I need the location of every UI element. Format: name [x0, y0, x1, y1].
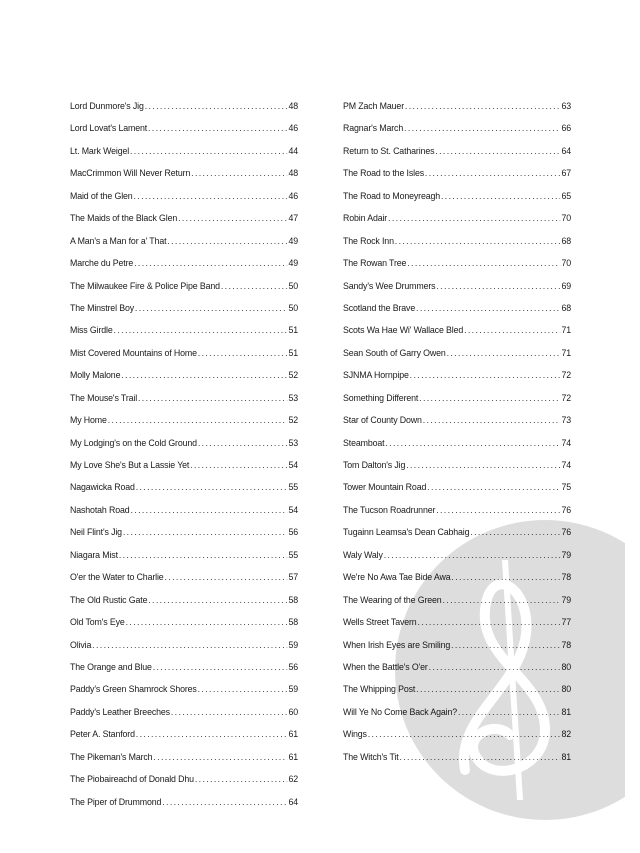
- entry-page-number: 80: [561, 684, 572, 696]
- dot-leader: [130, 500, 287, 522]
- index-entry-lord-lovat-s-lament: [70, 118, 298, 140]
- entry-title: O'er the Water to Charlie: [70, 572, 164, 584]
- entry-title: A Man's a Man for a' That: [70, 235, 167, 247]
- entry-page-number: 68: [561, 302, 572, 314]
- entry-page-number: 62: [288, 774, 299, 786]
- entry-page-number: 52: [288, 415, 299, 427]
- entry-title: Wells Street Tavern: [343, 617, 417, 629]
- index-entry-waly-waly: [343, 545, 571, 567]
- dot-leader: [135, 298, 288, 320]
- entry-page-number: 65: [561, 190, 572, 202]
- index-entry-the-maids-of-the-black-glen: [70, 208, 298, 230]
- entry-title: The Road to the Isles: [343, 168, 425, 180]
- dot-leader: [148, 118, 288, 140]
- dot-leader: [119, 545, 288, 567]
- entry-title: When Irish Eyes are Smiling: [343, 639, 451, 651]
- entry-title: The Rowan Tree: [343, 258, 407, 270]
- entry-page-number: 50: [288, 302, 299, 314]
- index-entry-paddy-s-green-shamrock-shores: [70, 679, 298, 701]
- dot-leader: [221, 276, 288, 298]
- entry-page-number: 64: [288, 796, 299, 808]
- entry-page-number: 82: [561, 729, 572, 741]
- entry-title: The Minstrel Boy: [70, 302, 135, 314]
- entry-page-number: 75: [561, 482, 572, 494]
- entry-page-number: 61: [288, 729, 299, 741]
- index-entry-the-rock-inn: [343, 231, 571, 253]
- dot-leader: [145, 96, 288, 118]
- index-entry-a-man-s-a-man-for-a-that: [70, 231, 298, 253]
- dot-leader: [134, 253, 287, 275]
- dot-leader: [451, 635, 560, 657]
- index-entry-return-to-st-catharines: [343, 141, 571, 163]
- entry-title: When the Battle's O'er: [343, 661, 428, 673]
- index-entry-when-the-battle-s-o-er: [343, 657, 571, 679]
- entry-page-number: 53: [288, 437, 299, 449]
- index-entry-maccrimmon-will-never-return: [70, 163, 298, 185]
- index-entry-olivia: [70, 635, 298, 657]
- dot-leader: [407, 253, 560, 275]
- entry-page-number: 54: [288, 504, 299, 516]
- entry-title: Star of County Down: [343, 415, 422, 427]
- entry-title: The Piper of Drummond: [70, 796, 162, 808]
- entry-title: The Orange and Blue: [70, 661, 152, 673]
- index-entry-wells-street-tavern: [343, 612, 571, 634]
- entry-title: Waly Waly: [343, 549, 383, 561]
- entry-title: We're No Awa Tae Bide Awa: [343, 572, 451, 584]
- entry-page-number: 63: [561, 101, 572, 112]
- dot-leader: [368, 724, 561, 746]
- index-entry-robin-adair: [343, 208, 571, 230]
- entry-title: Lord Dunmore's Jig: [70, 101, 144, 112]
- entry-page-number: 72: [561, 392, 572, 404]
- dot-leader: [190, 455, 287, 477]
- dot-leader: [436, 276, 560, 298]
- entry-title: My Love She's But a Lassie Yet: [70, 460, 190, 471]
- dot-leader: [427, 477, 560, 499]
- entry-title: My Home: [70, 415, 107, 427]
- index-entry-the-piper-of-drummond: [70, 792, 298, 814]
- entry-title: Paddy's Leather Breeches: [70, 706, 170, 718]
- index-entry-my-love-she-s-but-a-lassie-yet: [70, 455, 298, 477]
- index-entry-the-piobaireachd-of-donald-dhu: [70, 769, 298, 791]
- entry-title: Olivia: [70, 639, 92, 651]
- dot-leader: [458, 702, 561, 724]
- entry-page-number: 77: [561, 617, 572, 629]
- index-entry-the-rowan-tree: [343, 253, 571, 275]
- entry-title: Lord Lovat's Lament: [70, 123, 148, 135]
- index-entry-my-lodging-s-on-the-cold-ground: [70, 433, 298, 455]
- entry-title: The Witch's Tit: [343, 751, 399, 763]
- entry-title: Steamboat: [343, 437, 385, 449]
- entry-page-number: 46: [288, 123, 299, 135]
- entry-title: Niagara Mist: [70, 549, 118, 561]
- entry-title: Something Different: [343, 392, 419, 404]
- index-entry-the-orange-and-blue: [70, 657, 298, 679]
- entry-page-number: 74: [561, 460, 572, 471]
- index-entry-neil-flint-s-jig: [70, 522, 298, 544]
- dot-leader: [441, 186, 561, 208]
- dot-leader: [153, 747, 287, 769]
- dot-leader: [191, 163, 287, 185]
- entry-page-number: 74: [561, 437, 572, 449]
- index-column-left: [70, 96, 298, 814]
- entry-title: Mist Covered Mountains of Home: [70, 347, 197, 359]
- dot-leader: [447, 343, 561, 365]
- dot-leader: [162, 792, 287, 814]
- index-entry-the-wearing-of-the-green: [343, 590, 571, 612]
- dot-leader: [435, 141, 560, 163]
- entry-title: Robin Adair: [343, 213, 388, 225]
- index-entry-the-tucson-roadrunner: [343, 500, 571, 522]
- index-entry-scots-wa-hae-wi-wallace-bled: [343, 320, 571, 342]
- dot-leader: [178, 208, 287, 230]
- entry-page-number: 52: [288, 370, 299, 382]
- index-entry-the-pikeman-s-march: [70, 747, 298, 769]
- index-entry-marche-du-petre: [70, 253, 298, 275]
- index-entry-peter-a-stanford: [70, 724, 298, 746]
- dot-leader: [126, 612, 288, 634]
- entry-title: Molly Malone: [70, 370, 121, 382]
- entry-title: Lt. Mark Weigel: [70, 145, 130, 157]
- index-entry-nagawicka-road: [70, 477, 298, 499]
- entry-page-number: 49: [288, 258, 299, 270]
- entry-page-number: 46: [288, 190, 299, 202]
- index-entry-nashotah-road: [70, 500, 298, 522]
- entry-title: The Old Rustic Gate: [70, 594, 148, 606]
- entry-page-number: 68: [561, 235, 572, 247]
- index-entry-the-minstrel-boy: [70, 298, 298, 320]
- index-entry-scotland-the-brave: [343, 298, 571, 320]
- index-entry-something-different: [343, 388, 571, 410]
- entry-title: Nagawicka Road: [70, 482, 135, 494]
- entry-page-number: 56: [288, 527, 299, 539]
- entry-page-number: 48: [288, 101, 299, 112]
- entry-page-number: 44: [288, 145, 299, 157]
- entry-title: The Pikeman's March: [70, 751, 153, 763]
- entry-page-number: 79: [561, 594, 572, 606]
- dot-leader: [114, 320, 288, 342]
- entry-title: Neil Flint's Jig: [70, 527, 122, 539]
- index-entry-sandy-s-wee-drummers: [343, 276, 571, 298]
- dot-leader: [436, 500, 560, 522]
- dot-leader: [406, 455, 560, 477]
- entry-title: My Lodging's on the Cold Ground: [70, 437, 197, 449]
- dot-leader: [167, 231, 287, 253]
- entry-page-number: 78: [561, 572, 572, 584]
- entry-title: Maid of the Glen: [70, 190, 133, 202]
- entry-title: Tugainn Leamsa's Dean Cabhaig: [343, 527, 470, 539]
- dot-leader: [443, 590, 561, 612]
- index-entry-molly-malone: [70, 365, 298, 387]
- dot-leader: [388, 208, 561, 230]
- dot-leader: [108, 410, 288, 432]
- index-column-right: [343, 96, 571, 769]
- entry-page-number: 58: [288, 617, 299, 629]
- entry-page-number: 69: [561, 280, 572, 292]
- entry-title: The Tucson Roadrunner: [343, 504, 436, 516]
- index-entry-the-witch-s-tit: [343, 747, 571, 769]
- entry-page-number: 70: [561, 258, 572, 270]
- entry-title: Scotland the Brave: [343, 302, 416, 314]
- index-entry-wings: [343, 724, 571, 746]
- dot-leader: [198, 679, 288, 701]
- index-entry-old-tom-s-eye: [70, 612, 298, 634]
- entry-page-number: 55: [288, 482, 299, 494]
- entry-page-number: 58: [288, 594, 299, 606]
- entry-title: Tom Dalton's Jig: [343, 460, 406, 471]
- index-entry-the-milwaukee-fire-police-pipe-band: [70, 276, 298, 298]
- dot-leader: [198, 343, 288, 365]
- entry-page-number: 55: [288, 549, 299, 561]
- entry-page-number: 76: [561, 527, 572, 539]
- dot-leader: [418, 612, 561, 634]
- entry-title: Miss Girdle: [70, 325, 113, 337]
- entry-title: The Whipping Post: [343, 684, 416, 696]
- entry-title: Tower Mountain Road: [343, 482, 427, 494]
- dot-leader: [123, 522, 288, 544]
- index-entry-tom-dalton-s-jig: [343, 455, 571, 477]
- index-entry-lt-mark-weigel: [70, 141, 298, 163]
- entry-page-number: 59: [288, 639, 299, 651]
- index-entry-maid-of-the-glen: [70, 186, 298, 208]
- entry-title: Wings: [343, 729, 367, 741]
- entry-page-number: 70: [561, 213, 572, 225]
- entry-page-number: 81: [561, 751, 572, 763]
- entry-page-number: 49: [288, 235, 299, 247]
- index-entry-pm-zach-mauer: [343, 96, 571, 118]
- entry-title: Ragnar's March: [343, 123, 404, 135]
- dot-leader: [198, 433, 288, 455]
- index-entry-we-re-no-awa-tae-bide-awa: [343, 567, 571, 589]
- entry-page-number: 50: [288, 280, 299, 292]
- index-entry-paddy-s-leather-breeches: [70, 702, 298, 724]
- dot-leader: [451, 567, 560, 589]
- index-entry-o-er-the-water-to-charlie: [70, 567, 298, 589]
- index-entry-the-old-rustic-gate: [70, 590, 298, 612]
- dot-leader: [423, 410, 561, 432]
- entry-title: The Wearing of the Green: [343, 594, 442, 606]
- entry-page-number: 78: [561, 639, 572, 651]
- dot-leader: [164, 567, 287, 589]
- entry-title: The Maids of the Black Glen: [70, 213, 178, 225]
- entry-title: SJNMA Hornpipe: [343, 370, 409, 382]
- index-entry-the-road-to-moneyreagh: [343, 186, 571, 208]
- index-entry-my-home: [70, 410, 298, 432]
- index-entry-steamboat: [343, 433, 571, 455]
- dot-leader: [148, 590, 287, 612]
- dot-leader: [136, 477, 288, 499]
- entry-page-number: 79: [561, 549, 572, 561]
- index-entry-will-ye-no-come-back-again: [343, 702, 571, 724]
- entry-page-number: 59: [288, 684, 299, 696]
- dot-leader: [136, 724, 288, 746]
- entry-title: MacCrimmon Will Never Return: [70, 168, 191, 180]
- dot-leader: [171, 702, 288, 724]
- entry-page-number: 76: [561, 504, 572, 516]
- entry-page-number: 57: [288, 572, 299, 584]
- entry-page-number: 60: [288, 706, 299, 718]
- entry-page-number: 61: [288, 751, 299, 763]
- entry-page-number: 64: [561, 145, 572, 157]
- dot-leader: [399, 747, 560, 769]
- entry-title: Return to St. Catharines: [343, 145, 435, 157]
- dot-leader: [429, 657, 561, 679]
- dot-leader: [419, 388, 560, 410]
- dot-leader: [425, 163, 561, 185]
- dot-leader: [385, 433, 560, 455]
- index-entry-miss-girdle: [70, 320, 298, 342]
- dot-leader: [153, 657, 288, 679]
- index-entry-the-mouse-s-trail: [70, 388, 298, 410]
- index-entry-when-irish-eyes-are-smiling: [343, 635, 571, 657]
- index-entry-tower-mountain-road: [343, 477, 571, 499]
- dot-leader: [416, 679, 560, 701]
- entry-title: Scots Wa Hae Wi' Wallace Bled: [343, 325, 464, 337]
- entry-title: Nashotah Road: [70, 504, 130, 516]
- entry-page-number: 71: [561, 325, 572, 337]
- entry-title: Marche du Petre: [70, 258, 134, 270]
- index-entry-the-whipping-post: [343, 679, 571, 701]
- dot-leader: [133, 186, 287, 208]
- index-entry-sean-south-of-garry-owen: [343, 343, 571, 365]
- entry-page-number: 66: [561, 123, 572, 135]
- dot-leader: [416, 298, 561, 320]
- entry-title: The Road to Moneyreagh: [343, 190, 441, 202]
- entry-page-number: 51: [288, 325, 299, 337]
- dot-leader: [470, 522, 560, 544]
- entry-title: Sandy's Wee Drummers: [343, 280, 436, 292]
- index-entry-niagara-mist: [70, 545, 298, 567]
- entry-title: The Rock Inn: [343, 235, 394, 247]
- entry-page-number: 80: [561, 661, 572, 673]
- entry-title: Sean South of Garry Owen: [343, 347, 446, 359]
- entry-title: The Milwaukee Fire & Police Pipe Band: [70, 280, 220, 292]
- index-entry-the-road-to-the-isles: [343, 163, 571, 185]
- entry-page-number: 51: [288, 347, 299, 359]
- dot-leader: [410, 365, 561, 387]
- dot-leader: [404, 118, 561, 140]
- entry-page-number: 67: [561, 168, 572, 180]
- entry-page-number: 72: [561, 370, 572, 382]
- entry-page-number: 47: [288, 213, 299, 225]
- dot-leader: [195, 769, 288, 791]
- entry-page-number: 54: [288, 460, 299, 471]
- entry-title: Paddy's Green Shamrock Shores: [70, 684, 197, 696]
- dot-leader: [464, 320, 560, 342]
- entry-title: The Mouse's Trail: [70, 392, 138, 404]
- dot-leader: [138, 388, 288, 410]
- entry-title: Old Tom's Eye: [70, 617, 125, 629]
- index-entry-sjnma-hornpipe: [343, 365, 571, 387]
- index-entry-tugainn-leamsa-s-dean-cabhaig: [343, 522, 571, 544]
- dot-leader: [395, 231, 561, 253]
- entry-page-number: 81: [561, 706, 572, 718]
- entry-page-number: 48: [288, 168, 299, 180]
- entry-page-number: 71: [561, 347, 572, 359]
- entry-page-number: 73: [561, 415, 572, 427]
- dot-leader: [130, 141, 288, 163]
- entry-title: PM Zach Mauer: [343, 101, 404, 112]
- entry-page-number: 56: [288, 661, 299, 673]
- entry-page-number: 53: [288, 392, 299, 404]
- dot-leader: [92, 635, 287, 657]
- dot-leader: [384, 545, 561, 567]
- index-entry-mist-covered-mountains-of-home: [70, 343, 298, 365]
- dot-leader: [405, 96, 561, 118]
- index-entry-lord-dunmore-s-jig: [70, 96, 298, 118]
- entry-title: The Piobaireachd of Donald Dhu: [70, 774, 194, 786]
- index-entry-ragnar-s-march: [343, 118, 571, 140]
- index-entry-star-of-county-down: [343, 410, 571, 432]
- dot-leader: [121, 365, 287, 387]
- entry-title: Peter A. Stanford: [70, 729, 135, 741]
- entry-title: Will Ye No Come Back Again?: [343, 706, 458, 718]
